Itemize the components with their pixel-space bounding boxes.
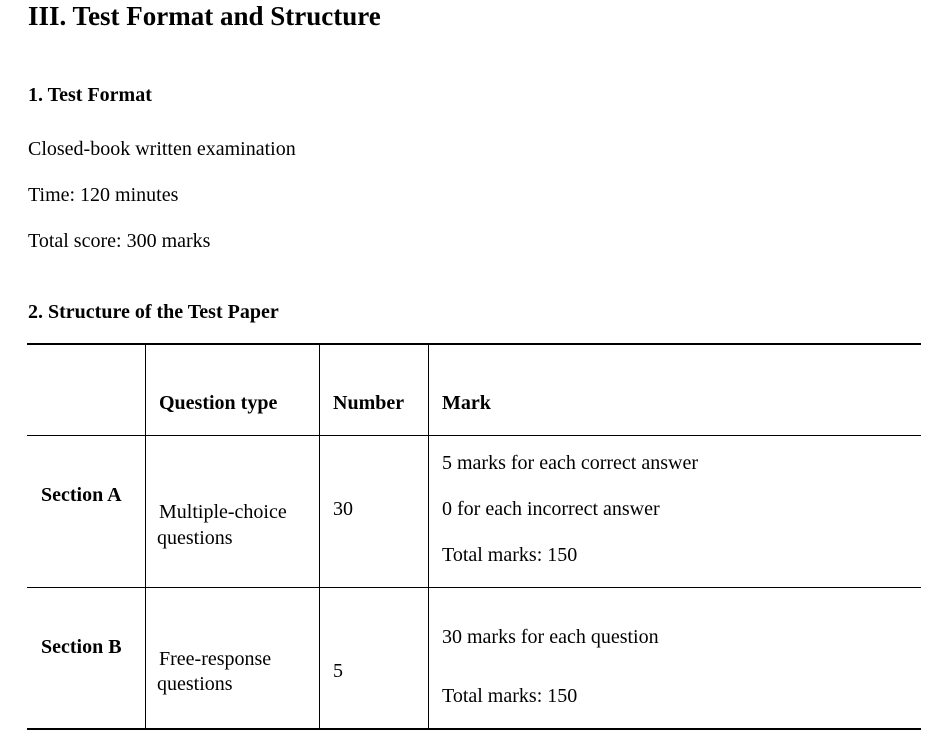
table-header-rule bbox=[27, 435, 921, 436]
table-col-divider bbox=[319, 344, 320, 729]
header-question-type: Question type bbox=[159, 392, 278, 414]
section-a-mark-line: Total marks: 150 bbox=[442, 544, 578, 566]
section-b-type-line: Free-response bbox=[159, 648, 272, 670]
format-line-time: Time: 120 minutes bbox=[28, 184, 179, 206]
page-title: III. Test Format and Structure bbox=[28, 1, 381, 31]
section-b-mark-line: Total marks: 150 bbox=[442, 685, 578, 707]
section-a-label: Section A bbox=[41, 484, 122, 506]
section-a-type-line: Multiple-choice bbox=[159, 501, 287, 523]
section-b-label: Section B bbox=[41, 636, 122, 658]
structure-heading: 2. Structure of the Test Paper bbox=[28, 301, 279, 323]
format-line-total-score: Total score: 300 marks bbox=[28, 230, 211, 252]
section-a-mark-line: 5 marks for each correct answer bbox=[442, 452, 698, 474]
section-b-type-line: questions bbox=[157, 673, 233, 695]
section-a-mark-line: 0 for each incorrect answer bbox=[442, 498, 660, 520]
header-number: Number bbox=[333, 392, 405, 414]
section-a-type-line: questions bbox=[157, 527, 233, 549]
section-b-mark-line: 30 marks for each question bbox=[442, 626, 659, 648]
section-a-number: 30 bbox=[333, 498, 353, 520]
table-col-divider bbox=[145, 344, 146, 729]
section-b-number: 5 bbox=[333, 660, 343, 682]
format-line-closed-book: Closed-book written examination bbox=[28, 138, 296, 160]
table-col-divider bbox=[428, 344, 429, 729]
test-format-heading: 1. Test Format bbox=[28, 84, 152, 106]
table-bottom-rule bbox=[27, 728, 921, 730]
table-row-rule bbox=[27, 587, 921, 588]
header-mark: Mark bbox=[442, 392, 491, 414]
table-top-rule bbox=[27, 343, 921, 345]
